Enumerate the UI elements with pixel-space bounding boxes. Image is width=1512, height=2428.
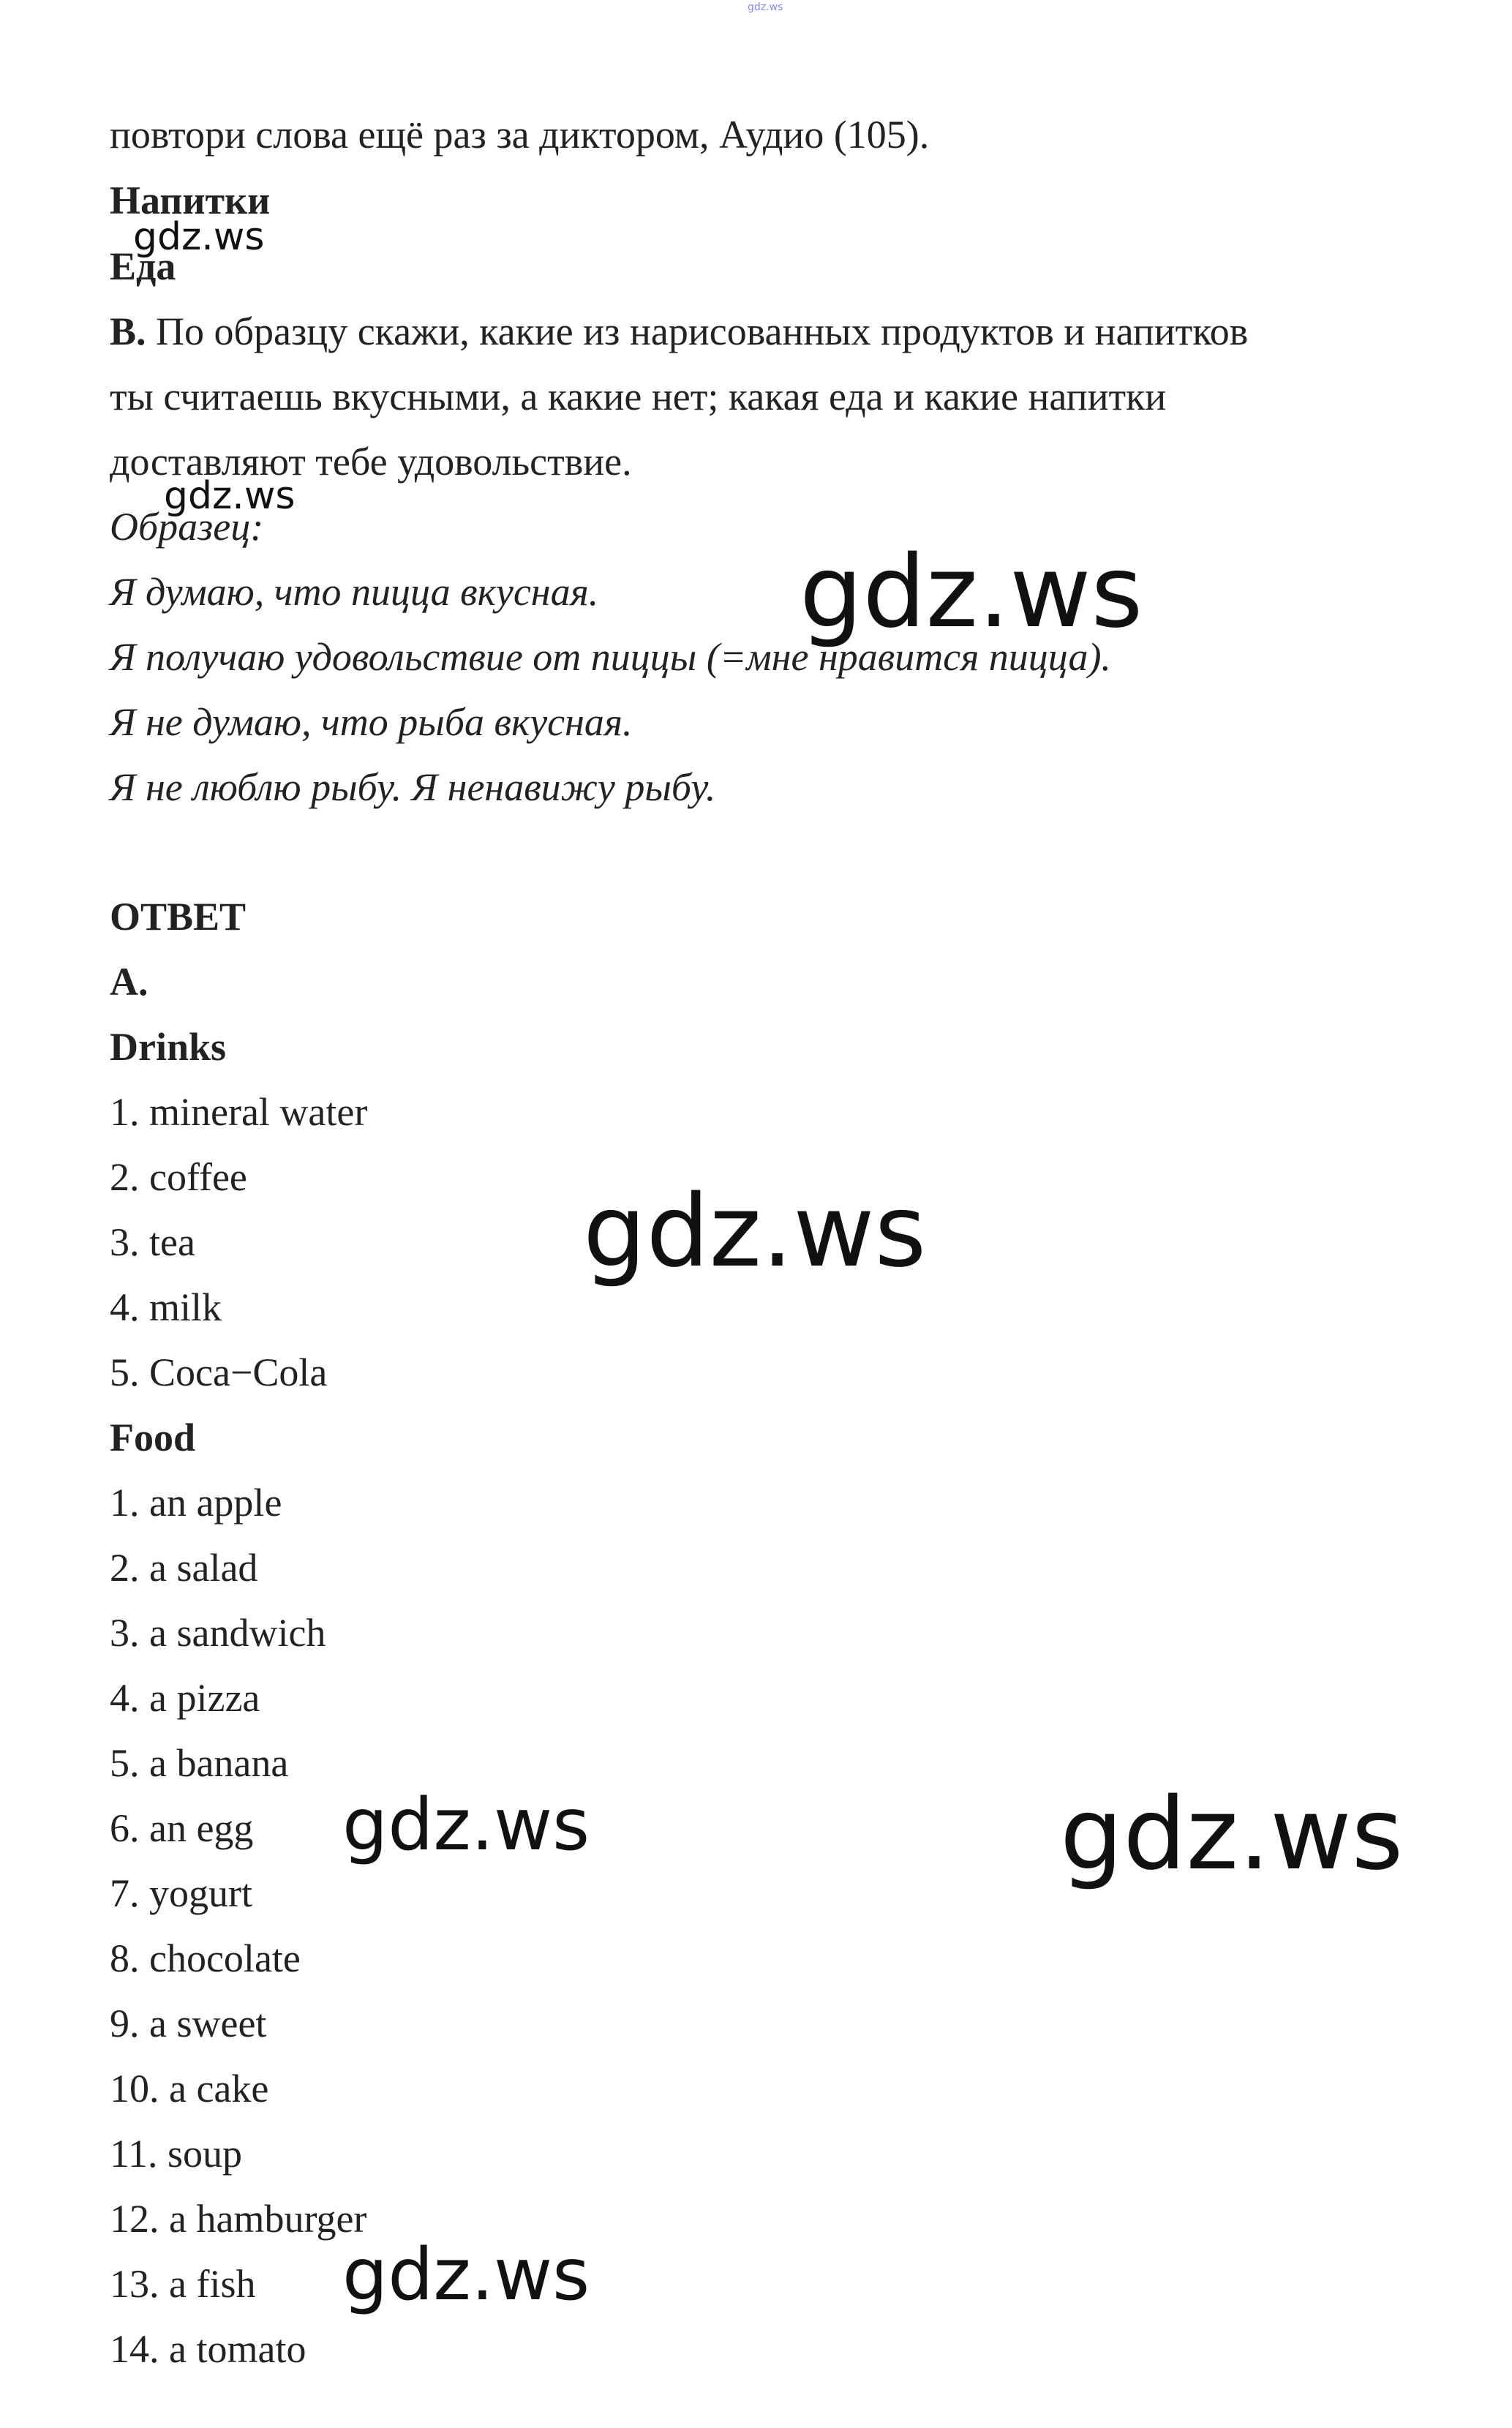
food-item: 3. a sandwich	[110, 1611, 326, 1655]
answer-part-label: A.	[110, 960, 148, 1004]
food-item: 13. a fish	[110, 2262, 256, 2306]
food-heading: Food	[110, 1416, 196, 1459]
food-item: 10. a cake	[110, 2067, 269, 2111]
food-item: 14. a tomato	[110, 2327, 306, 2371]
food-item: 11. soup	[110, 2132, 243, 2176]
watermark: gdz.ws	[800, 535, 1143, 650]
drinks-item: 3. tea	[110, 1220, 195, 1264]
example-line-4: Я не люблю рыбу. Я ненавижу рыбу.	[110, 765, 716, 809]
watermark: gdz.ws	[164, 474, 296, 518]
part-b-text-1: По образцу скажи, какие из нарисованных продуктов и напитков	[146, 309, 1249, 353]
food-item: 2. a salad	[110, 1546, 258, 1590]
part-b-line-2: ты считаешь вкусными, а какие нет; какая еда и какие напитки	[110, 375, 1167, 418]
food-item: 6. an egg	[110, 1806, 254, 1850]
answer-heading: ОТВЕТ	[110, 895, 247, 939]
food-item: 1. an apple	[110, 1481, 282, 1525]
food-item: 8. chocolate	[110, 1936, 301, 1980]
part-b-label: B.	[110, 309, 146, 353]
food-item: 4. a pizza	[110, 1676, 260, 1720]
drinks-heading: Drinks	[110, 1025, 227, 1069]
watermark: gdz.ws	[342, 1784, 590, 1867]
heading-drinks-ru: Напитки	[110, 178, 271, 222]
food-item: 9. a sweet	[110, 2002, 267, 2045]
example-label: Образец:	[110, 505, 264, 549]
intro-line: повтори слова ещё раз за диктором, Аудио (105).	[110, 113, 930, 157]
top-site-tag: gdz.ws	[748, 1, 783, 13]
watermark: gdz.ws	[1060, 1777, 1404, 1893]
drinks-item: 4. milk	[110, 1285, 222, 1329]
watermark: gdz.ws	[133, 215, 265, 259]
food-item: 12. a hamburger	[110, 2197, 367, 2241]
example-line-3: Я не думаю, что рыба вкусная.	[110, 700, 633, 744]
heading-food-ru: Еда	[110, 244, 176, 288]
watermark: gdz.ws	[583, 1174, 927, 1290]
example-line-2: Я получаю удовольствие от пиццы (=мне нравится пицца).	[110, 635, 1111, 679]
food-item: 5. a banana	[110, 1741, 289, 1785]
drinks-item: 1. mineral water	[110, 1090, 368, 1134]
watermark: gdz.ws	[342, 2233, 590, 2317]
drinks-item: 5. Coca−Cola	[110, 1350, 328, 1394]
example-line-1: Я думаю, что пицца вкусная.	[110, 570, 599, 614]
part-b-line-1	[110, 309, 1248, 354]
drinks-item: 2. coffee	[110, 1155, 247, 1199]
part-b-line-3: доставляют тебе удовольствие.	[110, 440, 632, 484]
food-item: 7. yogurt	[110, 1871, 252, 1915]
